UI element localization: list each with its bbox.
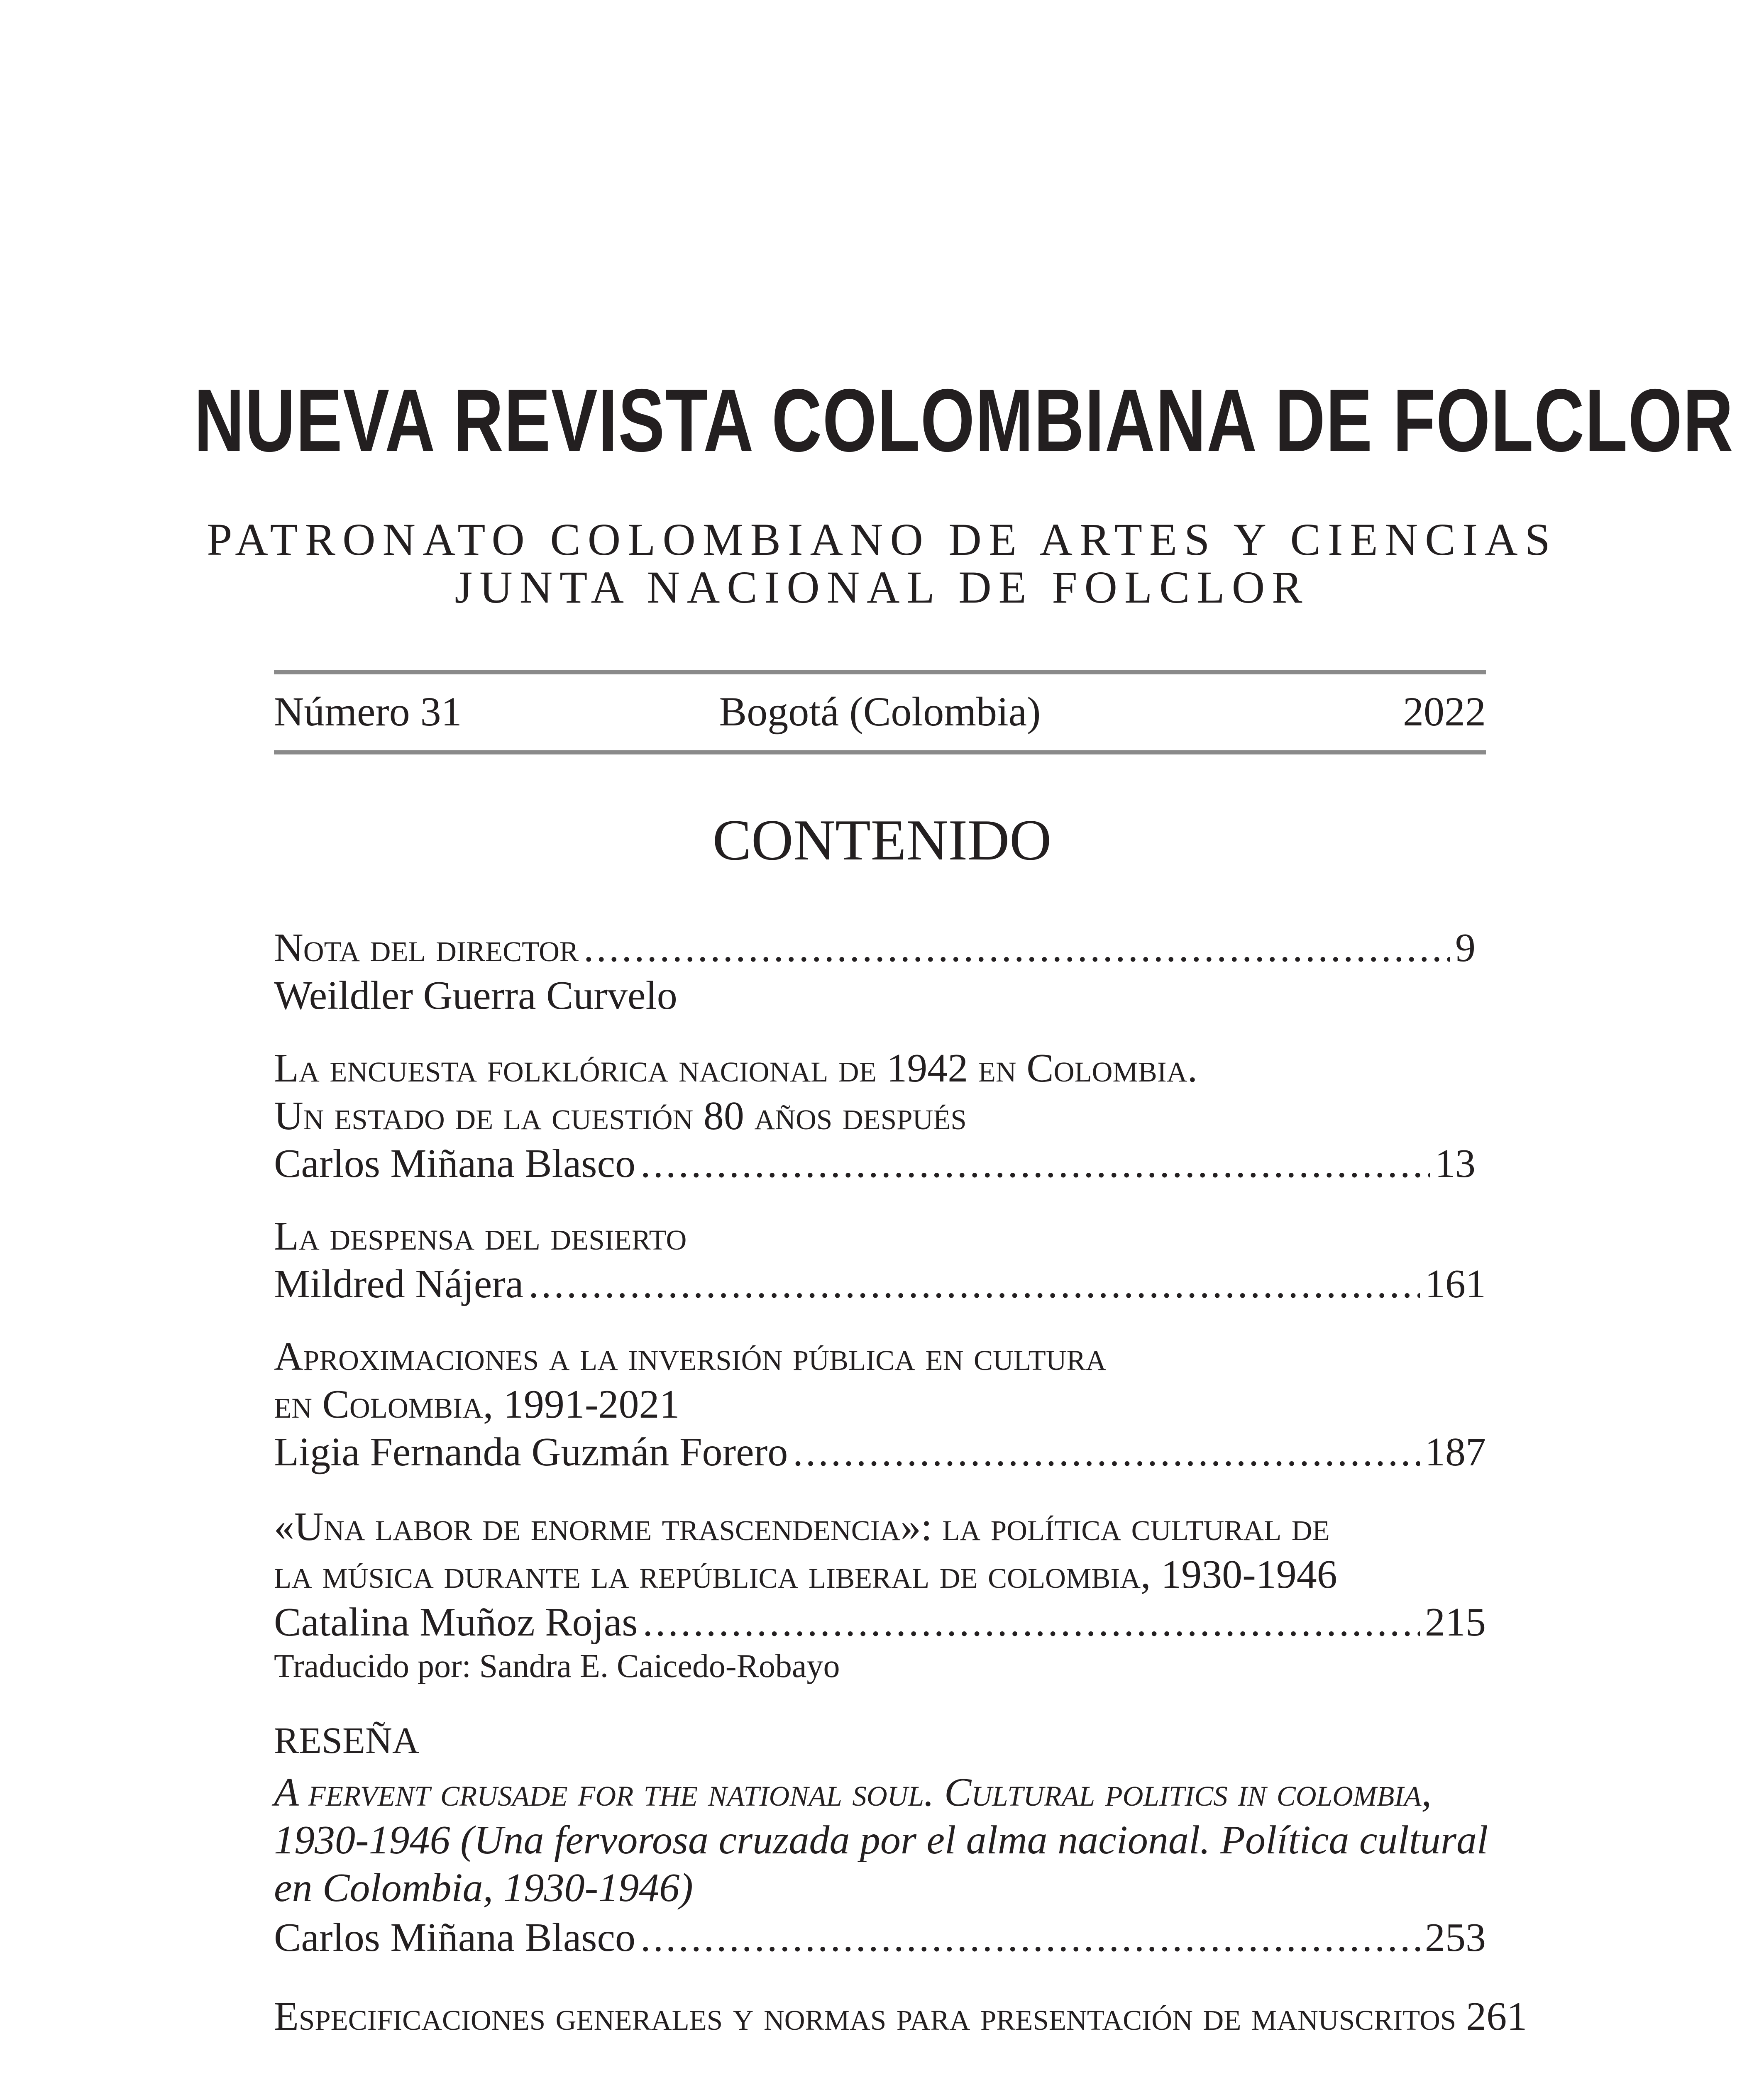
entry-translator: Traducido por: Sandra E. Caicedo-Robayo <box>274 1648 840 1684</box>
journal-title: NUEVA REVISTA COLOMBIANA DE FOLCLOR <box>194 370 1734 470</box>
dot-leader <box>640 1917 1420 1958</box>
issue-number: Número 31 <box>274 688 462 735</box>
dot-leader <box>643 1602 1420 1643</box>
entry-title: Especificaciones generales y normas para presentación de manuscritos <box>274 1994 1456 2039</box>
organization-name: PATRONATO COLOMBIANO DE ARTES Y CIENCIAS <box>207 514 1557 565</box>
entry-title[interactable]: «Una labor de enorme trascendencia»: la política cultural de <box>274 1504 1330 1549</box>
section-label-review: RESEÑA <box>274 1720 420 1761</box>
toc-entry-author-row[interactable] <box>274 1917 1486 1965</box>
toc-entry-guidelines[interactable] <box>274 1994 1527 2044</box>
review-title[interactable]: 1930-1946 (Una fervorosa cruzada por el alma nacional. Política cultural <box>274 1818 1488 1863</box>
entry-title[interactable]: en Colombia, 1991-2021 <box>274 1382 680 1427</box>
entry-title[interactable]: la música durante la república liberal de colombia, 1930-1946 <box>274 1552 1337 1597</box>
entry-author: Weildler Guerra Curvelo <box>274 973 677 1018</box>
entry-page-number: 161 <box>1425 1262 1486 1306</box>
entry-author: Catalina Muñoz Rojas <box>274 1600 638 1645</box>
dot-leader <box>793 1432 1420 1472</box>
dot-leader <box>528 1264 1420 1304</box>
bottom-rule <box>274 750 1486 754</box>
dot-leader <box>584 928 1450 968</box>
entry-author: Carlos Miñana Blasco <box>274 1141 635 1186</box>
issue-year: 2022 <box>1403 688 1486 735</box>
toc-entry-author-row[interactable] <box>274 1264 1486 1311</box>
entry-title[interactable]: La despensa del desierto <box>274 1214 687 1259</box>
toc-entry-author-row[interactable] <box>274 1432 1486 1479</box>
entry-author: Ligia Fernanda Guzmán Forero <box>274 1430 788 1474</box>
contents-heading: CONTENIDO <box>712 808 1052 872</box>
entry-page-number: 261 <box>1466 1994 1527 2039</box>
entry-page-number: 187 <box>1425 1430 1486 1474</box>
entry-title[interactable]: Aproximaciones a la inversión pública en cultura <box>274 1334 1107 1379</box>
entry-title: Nota del director <box>274 925 579 970</box>
issue-city: Bogotá (Colombia) <box>719 688 1041 735</box>
review-title[interactable]: en Colombia, 1930-1946) <box>274 1865 693 1910</box>
organization-subtitle: JUNTA NACIONAL DE FOLCLOR <box>454 562 1310 613</box>
entry-page-number: 9 <box>1455 925 1476 970</box>
entry-author: Mildred Nájera <box>274 1262 524 1306</box>
entry-page-number: 13 <box>1435 1141 1476 1186</box>
entry-page-number: 253 <box>1425 1915 1486 1960</box>
entry-page-number: 215 <box>1425 1600 1486 1645</box>
review-author: Carlos Miñana Blasco <box>274 1915 635 1960</box>
toc-entry-author-row[interactable] <box>274 1602 1486 1650</box>
dot-leader <box>640 1143 1430 1184</box>
top-rule <box>274 670 1486 674</box>
review-title[interactable]: A fervent crusade for the national soul. Cultural politics in colombia, <box>274 1770 1432 1815</box>
toc-entry-title[interactable] <box>274 925 1476 975</box>
entry-title[interactable]: Un estado de la cuestión 80 años después <box>274 1094 967 1138</box>
entry-title[interactable]: La encuesta folklórica nacional de 1942 en Colombia. <box>274 1046 1198 1091</box>
toc-entry-author-row[interactable] <box>274 1143 1476 1191</box>
